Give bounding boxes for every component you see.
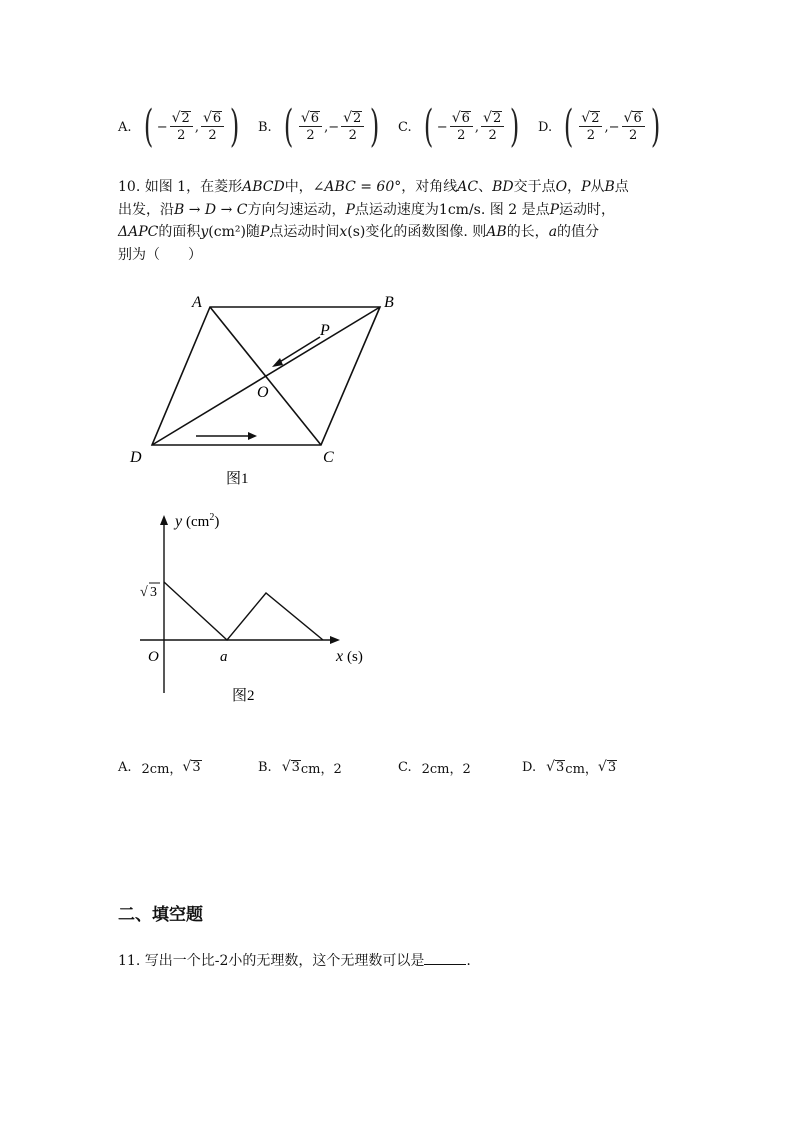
- math-var: P: [581, 179, 591, 195]
- x-axis-label: x: [336, 648, 344, 665]
- text: 运动时，: [559, 201, 615, 218]
- function-curve: [164, 582, 323, 640]
- q9-option-d: [538, 101, 664, 152]
- text: . 图 2 是点: [480, 201, 550, 218]
- math-var: BD: [492, 179, 514, 195]
- math-unit: (s): [347, 224, 366, 240]
- coordinate-y-sign: −: [608, 119, 620, 135]
- math-triangle: ΔAPC: [118, 224, 159, 240]
- text: 、: [478, 179, 493, 195]
- text: 点运动时间: [269, 224, 340, 240]
- coordinate-y: √ 6 2: [201, 111, 224, 144]
- sqrt-expression: √ 3: [182, 759, 201, 776]
- denominator: 2: [457, 128, 466, 144]
- denominator: 2: [177, 128, 186, 144]
- math-var: O: [555, 179, 568, 195]
- left-paren: (: [283, 101, 293, 152]
- option-label: B.: [258, 119, 272, 135]
- y-axis-arrow-icon: [160, 515, 168, 525]
- sqrt-symbol: √: [140, 585, 148, 600]
- figure-2-caption: 图2: [232, 688, 255, 704]
- q10-option-d: [522, 758, 617, 777]
- arrow-head-icon: [248, 432, 257, 440]
- coordinate-x-sign: −: [156, 119, 168, 135]
- answer-blank[interactable]: [424, 950, 466, 965]
- q9-option-a: [118, 101, 243, 152]
- math-var: P: [259, 224, 270, 240]
- option-text: 2cm，2: [421, 762, 471, 777]
- text: 点: [614, 179, 629, 195]
- text: 小的无理数，这个无理数可以是: [228, 953, 425, 969]
- option-text: cm，: [565, 762, 598, 777]
- q9-option-b: [258, 101, 383, 152]
- q10-option-c: [398, 758, 471, 777]
- math-var: P: [345, 201, 355, 218]
- math-number: -2: [214, 953, 229, 969]
- x-axis-arrow-icon: [330, 636, 340, 644]
- separator: ,: [604, 119, 609, 135]
- figure-1-caption: 图1: [226, 471, 249, 487]
- separator: ,: [194, 119, 199, 135]
- option-label: B.: [258, 760, 272, 775]
- math-var: P: [549, 201, 559, 218]
- y-axis-label: y: [175, 513, 183, 530]
- coordinate-y: √ 6 2: [622, 111, 645, 144]
- coordinate-y-sign: −: [328, 119, 340, 135]
- vertex-d-label: D: [130, 449, 142, 466]
- option-label: A.: [118, 760, 132, 775]
- denominator: 2: [628, 128, 638, 144]
- radicand: 3: [607, 760, 617, 776]
- math-var: AC: [457, 179, 479, 195]
- q10-line-2: [118, 199, 688, 222]
- text: 的值分: [557, 224, 600, 240]
- y-tick-sqrt3-label: [140, 583, 160, 600]
- q10-text: [118, 176, 688, 266]
- option-label: D.: [538, 119, 553, 135]
- vertex-c-label: C: [323, 449, 334, 466]
- q10-option-b: [258, 758, 342, 777]
- figure-2-graph: [120, 505, 400, 715]
- x-tick-a-label: a: [220, 649, 228, 665]
- text: 中，: [284, 179, 313, 195]
- separator: ,: [474, 119, 480, 135]
- math-angle: ∠ABC = 60°: [312, 179, 402, 195]
- text: 从: [590, 179, 605, 195]
- vertex-b-label: B: [384, 294, 394, 311]
- math-var: a: [548, 224, 558, 240]
- text: 随: [245, 224, 260, 240]
- unit-sup: 2: [209, 512, 215, 523]
- text: 点运动速度为: [354, 201, 439, 218]
- separator: ,: [324, 119, 329, 135]
- unit-close: ): [214, 514, 220, 530]
- q11-text: [118, 950, 688, 973]
- left-paren: (: [423, 101, 433, 152]
- radicand: 2: [181, 110, 190, 126]
- coordinate-y: √ 2 2: [481, 111, 504, 144]
- center-o-label: O: [257, 384, 269, 401]
- left-paren: (: [563, 101, 574, 152]
- text: 11. 写出一个比: [118, 953, 215, 969]
- sqrt-expression: √ 3: [281, 759, 300, 776]
- point-p-label: P: [320, 322, 330, 339]
- radicand: 2: [591, 110, 600, 126]
- sqrt-expression: √ 3: [597, 759, 617, 776]
- right-paren: ): [650, 101, 661, 152]
- math-unit: (cm²): [208, 224, 246, 240]
- unit-text: (cm: [186, 514, 210, 530]
- sqrt-expression: √ 3: [546, 759, 565, 776]
- q10-line-3: [118, 221, 688, 244]
- radicand: 2: [492, 110, 502, 126]
- radicand: 3: [556, 760, 565, 776]
- radicand: 2: [353, 110, 362, 126]
- left-paren: (: [143, 101, 153, 152]
- q10-option-a: [118, 758, 202, 777]
- text: ，: [567, 179, 582, 195]
- radicand: 3: [150, 585, 157, 600]
- y-axis-unit: [186, 512, 219, 530]
- vertex-a-label: A: [192, 294, 202, 311]
- option-text: 2cm，: [141, 762, 183, 777]
- text: 变化的函数图像. 则: [365, 224, 487, 240]
- math-var: AB: [486, 224, 507, 240]
- q9-option-c: [398, 101, 523, 152]
- math-path: B → D → C: [174, 201, 248, 218]
- denominator: 2: [208, 128, 217, 144]
- coordinate-y: √ 2 2: [341, 111, 364, 144]
- section-heading: 二、填空题: [118, 905, 203, 925]
- option-label: A.: [118, 119, 132, 135]
- text: ，对角线: [401, 179, 458, 195]
- right-paren: ): [230, 101, 240, 152]
- arrow-head-icon: [272, 358, 283, 367]
- math-var: x: [339, 224, 348, 240]
- radicand: 6: [633, 110, 642, 126]
- option-text: cm，2: [300, 762, 342, 777]
- q10-line-4: 别为（ ）: [118, 246, 202, 263]
- math-speed: 1cm/s: [438, 201, 481, 218]
- coordinate-x: √ 6 2: [299, 111, 322, 144]
- text: 交于点: [513, 179, 556, 195]
- right-paren: ): [510, 101, 520, 152]
- coordinate-x: √ 2 2: [579, 111, 602, 144]
- coordinate-x: √ 6 2: [450, 111, 473, 144]
- text: .: [466, 953, 471, 969]
- right-paren: ): [370, 101, 380, 152]
- arrow-p-direction: [278, 337, 320, 363]
- radicand: 3: [291, 760, 300, 776]
- x-axis-unit: (s): [347, 649, 363, 665]
- radicand: 6: [212, 110, 222, 126]
- coordinate-x-sign: −: [436, 119, 448, 135]
- math-var: B: [604, 179, 615, 195]
- text: 10. 如图 1，在菱形: [118, 179, 243, 195]
- option-label: D.: [522, 760, 537, 775]
- denominator: 2: [306, 128, 315, 144]
- text: 出发，沿: [118, 201, 174, 218]
- figure-1-rhombus: [120, 285, 420, 495]
- text: 方向匀速运动，: [247, 201, 346, 218]
- denominator: 2: [488, 128, 497, 144]
- coordinate-x: √ 2 2: [170, 111, 193, 144]
- option-label: C.: [398, 119, 412, 135]
- origin-label: O: [148, 649, 159, 665]
- math-var: ABCD: [242, 179, 285, 195]
- denominator: 2: [348, 128, 357, 144]
- radicand: 6: [310, 110, 320, 126]
- radicand: 6: [461, 110, 470, 126]
- radicand: 3: [192, 760, 201, 776]
- diagonal-bd: [152, 307, 380, 445]
- text: 的面积: [158, 224, 201, 240]
- q10-line-1: [118, 176, 688, 199]
- math-var: y: [200, 224, 209, 240]
- text: 的长，: [506, 224, 549, 240]
- denominator: 2: [586, 128, 595, 144]
- option-label: C.: [398, 760, 412, 775]
